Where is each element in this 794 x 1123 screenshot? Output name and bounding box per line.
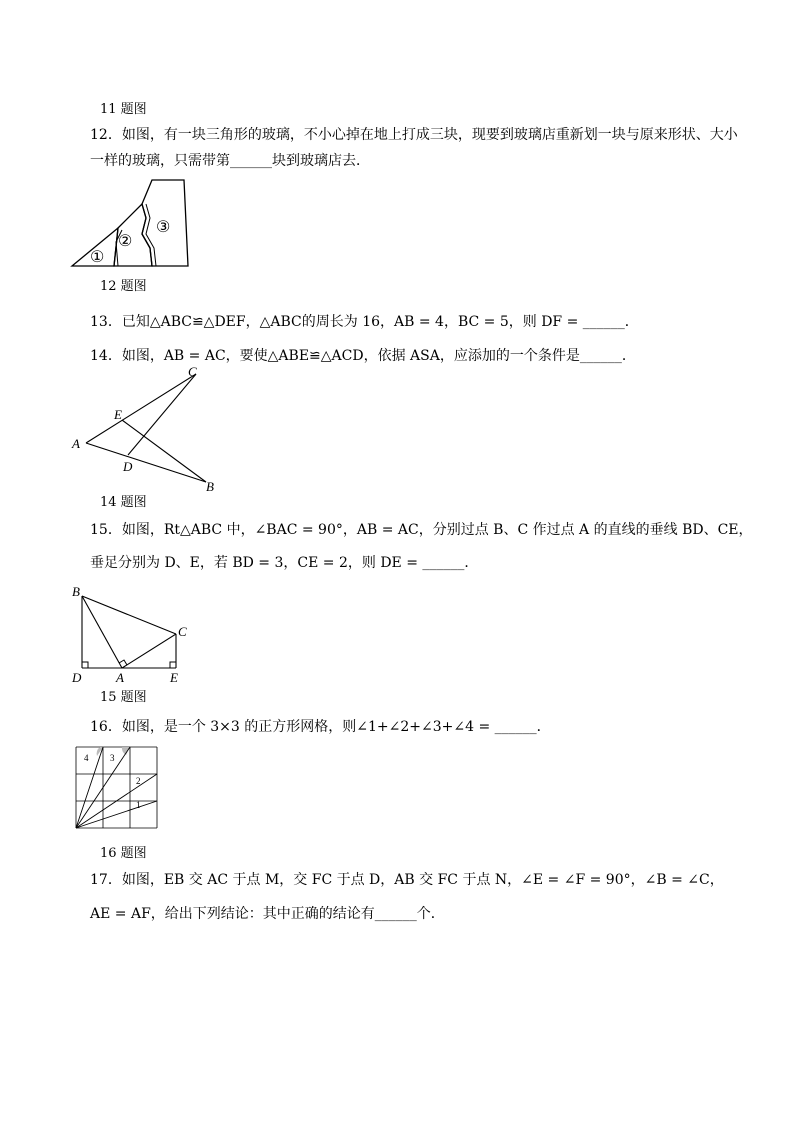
question-14: 14．如图，AB = AC，要使△ABE≌△ACD，依据 ASA，应添加的一个条件是______． bbox=[90, 348, 636, 364]
angle-2-label: 2 bbox=[136, 776, 141, 786]
question-15-line-1: 15．如图，Rt△ABC 中，∠BAC = 90°，AB = AC，分别过点 B、C 作过点 A 的直线的垂线 BD、CE， bbox=[90, 522, 753, 538]
angle-3-label: 3 bbox=[110, 753, 115, 763]
question-17-line-2: AE = AF，给出下列结论：其中正确的结论有______个． bbox=[90, 906, 445, 922]
figure-15-right-triangle bbox=[70, 584, 200, 688]
question-17-line-1: 17．如图，EB 交 AC 于点 M，交 FC 于点 D，AB 交 FC 于点 N，∠E = ∠F = 90°，∠B = ∠C， bbox=[90, 872, 724, 888]
point-A-label: A bbox=[116, 670, 124, 685]
point-B-label: B bbox=[206, 479, 214, 494]
piece-3-label: ③ bbox=[156, 219, 171, 236]
question-15-line-2: 垂足分别为 D、E，若 BD = 3，CE = 2，则 DE = ______． bbox=[90, 555, 479, 571]
angle-1-label: 1 bbox=[136, 800, 141, 810]
point-C-label: C bbox=[178, 624, 187, 639]
angle-4-label: 4 bbox=[84, 753, 89, 763]
question-12-line-2: 一样的玻璃，只需带第______块到玻璃店去． bbox=[90, 153, 370, 169]
figure-caption-11: 11 题图 bbox=[100, 102, 147, 117]
point-A-label: A bbox=[72, 436, 80, 451]
point-D-label: D bbox=[72, 670, 82, 685]
figure-14-triangles bbox=[70, 364, 220, 494]
figure-caption-14: 14 题图 bbox=[100, 495, 147, 510]
figure-caption-16: 16 题图 bbox=[100, 846, 147, 861]
point-E-label: E bbox=[170, 670, 178, 685]
point-B-label: B bbox=[72, 584, 80, 599]
figure-12-broken-glass bbox=[70, 178, 190, 270]
figure-caption-15: 15 题图 bbox=[100, 690, 147, 705]
question-16: 16．如图，是一个 3×3 的正方形网格，则∠1+∠2+∠3+∠4 = ______． bbox=[90, 719, 551, 735]
question-13: 13．已知△ABC≌△DEF，△ABC的周长为 16，AB = 4，BC = 5，则 DF = ______． bbox=[90, 314, 639, 330]
figure-caption-12: 12 题图 bbox=[100, 279, 147, 294]
point-D-label: D bbox=[123, 459, 133, 474]
piece-2-label: ② bbox=[118, 233, 133, 250]
point-E-label: E bbox=[114, 407, 122, 422]
question-12-line-1: 12．如图，有一块三角形的玻璃，不小心掉在地上打成三块，现要到玻璃店重新划一块与原来形状、大小 bbox=[90, 127, 738, 143]
point-C-label: C bbox=[188, 364, 197, 379]
piece-1-label: ① bbox=[90, 249, 105, 266]
figure-16-grid bbox=[70, 744, 170, 834]
